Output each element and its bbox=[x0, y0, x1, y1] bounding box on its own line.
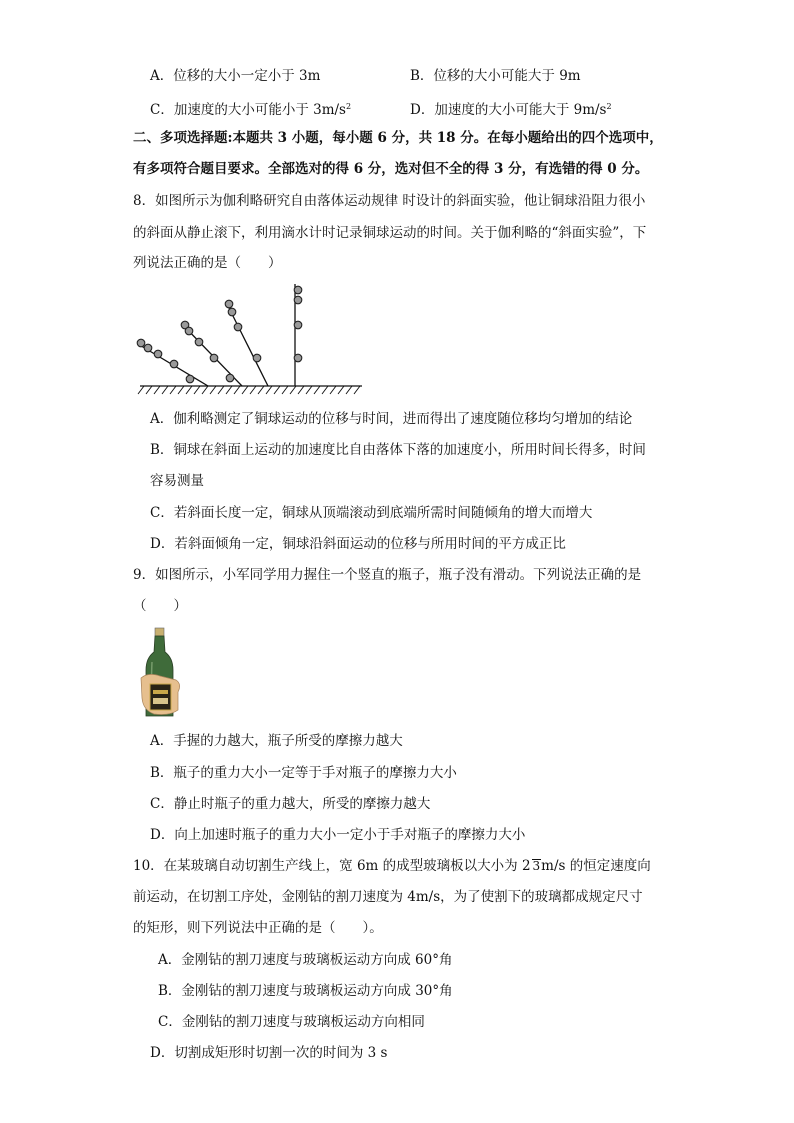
q7-option-d bbox=[410, 97, 612, 120]
q10-stem-line3: 的矩形，则下列说法中正确的是（ ）。 bbox=[133, 920, 383, 936]
q8-option-d: D．若斜面倾角一定，铜球沿斜面运动的位移与所用时间的平方成正比 bbox=[150, 536, 566, 552]
q7-option-b bbox=[410, 66, 581, 86]
sqrt-three: 3 bbox=[532, 859, 541, 873]
q10-option-d: D．切割成矩形时切割一次的时间为 3 s bbox=[150, 1045, 388, 1061]
q7-option-a-text: A．位移的大小一定小于 3m bbox=[150, 68, 321, 84]
q10-stem-line1 bbox=[133, 856, 651, 876]
q8-stem-line3: 列说法正确的是（ ） bbox=[133, 255, 282, 271]
q10-option-b: B．金刚钻的割刀速度与玻璃板运动方向成 30°角 bbox=[158, 983, 453, 999]
q9-option-a: A．手握的力越大，瓶子所受的摩擦力越大 bbox=[150, 733, 403, 749]
q7-option-a bbox=[150, 66, 320, 86]
q8-option-c: C．若斜面长度一定，铜球从顶端滚动到底端所需时间随倾角的增大而增大 bbox=[150, 505, 593, 521]
q8-option-b-line2: 容易测量 bbox=[150, 473, 204, 489]
q9-stem-line1: 9．如图所示，小军同学用力握住一个竖直的瓶子，瓶子没有滑动。下列说法正确的是 bbox=[133, 567, 642, 583]
section2-line2: 有多项符合题目要求。全部选对的得 6 分，选对但不全的得 3 分，有选错的得 0 分。 bbox=[133, 161, 649, 177]
q7-option-c-text: C．加速度的大小可能小于 3m/s bbox=[150, 102, 346, 118]
section2-line1: 二、多项选择题:本题共 3 小题，每小题 6 分，共 18 分。在每小题给出的四个选项中， bbox=[133, 130, 663, 146]
q7-option-c-sup: 2 bbox=[346, 102, 352, 111]
q8-option-b-line1: B．铜球在斜面上运动的加速度比自由落体下落的加速度小，所用时间长得多，时间 bbox=[150, 442, 646, 458]
q8-stem-line2: 的斜面从静止滚下，利用滴水计时记录铜球运动的时间。关于伽利略的“斜面实验”，下 bbox=[133, 225, 647, 241]
q7-option-b-text: B．位移的大小可能大于 9m bbox=[410, 68, 581, 84]
q9-option-c: C．静止时瓶子的重力越大，所受的摩擦力越大 bbox=[150, 796, 431, 812]
q10-option-c: C．金刚钻的割刀速度与玻璃板运动方向相同 bbox=[158, 1014, 425, 1030]
q9-option-d: D．向上加速时瓶子的重力大小一定小于手对瓶子的摩擦力大小 bbox=[150, 827, 526, 843]
q8-stem-line1: 8．如图所示为伽利略研究自由落体运动规律 时设计的斜面实验，他让铜球沿阻力很小 bbox=[133, 193, 646, 209]
inclined-plane-figure bbox=[134, 282, 366, 398]
q7-option-d-sup: 2 bbox=[606, 102, 612, 111]
bottle-in-hand-figure bbox=[140, 626, 184, 720]
q7-option-c bbox=[150, 97, 351, 120]
q7-option-d-text: D．加速度的大小可能大于 9m/s bbox=[410, 102, 607, 118]
q10-stem-line2: 前运动，在切割工序处，金刚钻的割刀速度为 4m/s，为了使割下的玻璃都成规定尺寸 bbox=[133, 889, 643, 905]
q8-option-a: A．伽利略测定了铜球运动的位移与时间，进而得出了速度随位移均匀增加的结论 bbox=[150, 411, 633, 427]
q10-stem-line1-part2: m/s 的恒定速度向 bbox=[541, 858, 651, 874]
q9-stem-line2: （ ） bbox=[133, 598, 187, 614]
q10-option-a: A．金刚钻的割刀速度与玻璃板运动方向成 60°角 bbox=[158, 952, 453, 968]
q9-option-b: B．瓶子的重力大小一定等于手对瓶子的摩擦力大小 bbox=[150, 765, 457, 781]
q10-stem-line1-part1: 10．在某玻璃自动切割生产线上，宽 6m 的成型玻璃板以大小为 2 bbox=[133, 858, 531, 874]
